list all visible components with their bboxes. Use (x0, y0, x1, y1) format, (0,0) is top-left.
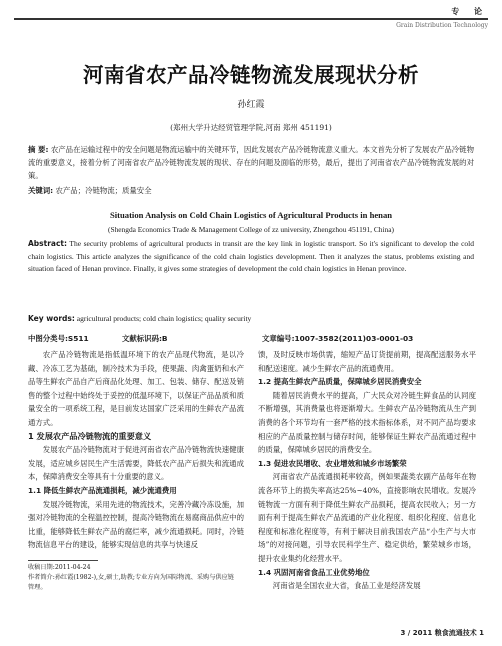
keywords-cn-label: 关键词: (28, 186, 54, 195)
section-1-paragraph: 发展农产品冷链物流对于促进河南省农产品冷链物流快速健康发展，适应城乡居民生产生活需要，降低农产品产后损失和流通成本，保障消费安全等具有十分重要的意义。 (28, 445, 244, 482)
footnote-author: 作者简介:孙红霞(1982-),女,硕士,助教;专业方向为国际物流、采购与供应链管理。 (28, 574, 234, 591)
abstract-en (28, 238, 474, 276)
affiliation-cn: (郑州大学升达经贸管理学院,河南 郑州 451191) (170, 123, 332, 132)
page-footer: 3 / 2011 粮食流通技术 1 (400, 629, 484, 637)
section-1-heading: 1 发展农产品冷链物流的重要意义 (28, 430, 152, 441)
footnote-rule (28, 560, 98, 561)
document-code: 文献标识码:B (122, 334, 168, 343)
keywords-en-label: Key words: (28, 314, 75, 323)
affiliation-en: (Shengda Economics Trade & Management College of zz university, Zhengzhou 451191, China) (108, 225, 394, 234)
section-1-3-heading: 1.3 促进农民增收、农业增效和城乡市场繁荣 (258, 458, 407, 468)
section-1-2-paragraph: 随着居民消费水平的提高，广大民众对冷链生鲜食品的认同度不断增强，其消费量也将逐渐增大。生鲜农产品冷链物流从生产到消费的各个环节均有一套严格的技术指标体系，对不同产品均要求相应的产品质量控制与储存时间，能够保证生鲜农产品流通过程中的质量，保障城乡居民的消费安全。 (258, 390, 476, 455)
section-1-4-paragraph: 河南省是全国农业大省，食品工业是经济发展 (272, 581, 421, 591)
abstract-en-label: Abstract: (28, 239, 68, 248)
abstract-cn-label: 摘 要: (28, 145, 49, 154)
abstract-en-text: The security problems of agricultural products in transit are the key link in logistic transport. So it's significant to develop the cold chain logistics. This article analyzes the significance of the cold chain logistics development. Then it analyzes the status, problems existing and situation faced of Henan province. Finally, it gives some strategies of development the cold chain logistics in Henan province. (28, 239, 474, 274)
section-1-3-paragraph: 河南省农产品流通损耗率较高，例如果蔬类农副产品每年在物流各环节上的损失率高达25%~40%，直接影响农民增收。发展冷链物流一方面有利于降低生鲜农产品损耗，提高农民收入；另一方面有利于提高生鲜农产品流通的产业化程度、组织化程度、信息化程度和标准化程度等，有利于解决目前我国农产品“小生产与大市场”的对接问题，引导农民科学生产、稳定供给，繁荣城乡市场，提升农业集约化经营水平。 (258, 472, 476, 563)
abstract-cn (28, 143, 474, 182)
header-rule (14, 18, 488, 20)
clc-number: 中图分类号:S511 (28, 334, 89, 343)
keywords-cn (28, 185, 474, 196)
footnote (28, 563, 240, 593)
journal-name-en: Grain Distribution Technology (396, 22, 488, 29)
abstract-cn-text: 农产品在运输过程中的安全问题是物流运输中的关键环节，因此发展农产品冷链物流意义重大。本文首先分析了发展农产品冷链物流的重要意义，接着分析了河南省农产品冷链物流发展的现状、存在的问题及面临的形势，最后，提出了河南省农产品冷链物流发展的对策。 (28, 145, 474, 180)
footnote-received: 收稿日期:2011-04-24 (28, 564, 91, 571)
keywords-en (28, 314, 474, 323)
intro-paragraph: 农产品冷链物流是指低温环境下的农产品现代物流，是以冷藏、冷冻工艺为基础，制冷技术为手段，使果蔬、肉禽蛋奶和水产品等生鲜农产品自产后商品化处理、加工、包装、储存、配送及销售的整个过程中始终处于妥控的低温环境下，以保证产品品质和质量安全的一项系统工程，是目前发达国家广泛采用的生鲜农产品流通方式。 (28, 350, 244, 427)
body-column-right (258, 348, 476, 593)
keywords-cn-text: 农产品；冷链物流；质量安全 (55, 186, 152, 195)
article-number: 文章编号:1007-3582(2011)03-0001-03 (262, 334, 414, 343)
article-title-en: Situation Analysis on Cold Chain Logistics of Agricultural Products in henan (109, 210, 393, 220)
section-1-2-heading: 1.2 提高生鲜农产品质量，保障城乡居民消费安全 (258, 377, 422, 387)
body-column-left (28, 348, 244, 552)
keywords-en-text: agricultural products; cold chain logistics; quality security (76, 314, 252, 323)
column-label: 专 论 (451, 7, 488, 16)
section-1-4-heading: 1.4 巩固河南省食品工业优势地位 (258, 567, 370, 577)
section-1-1-heading: 1.1 降低生鲜农产品流通损耗，减少流通费用 (28, 485, 177, 495)
author-name: 孙红霞 (237, 100, 265, 110)
article-title-cn: 河南省农产品冷链物流发展现状分析 (83, 63, 419, 87)
section-1-1-paragraph: 发展冷链物流，采用先进的物流技术，完善冷藏冷冻设施，加强对冷链物流的全程温控控制，提高冷链物流在易腐商品供应中的比重，能够降低生鲜农产品的腐烂率，减少流通损耗。同时，冷链物流信息平台的建设，能够实现信息的共享与快速反 (28, 499, 244, 550)
continued-paragraph: 馈，及时反映市场供需，缩短产品订货提前期，提高配送服务水平和配送速度。减少生鲜农产品的流通费用。 (258, 350, 476, 373)
